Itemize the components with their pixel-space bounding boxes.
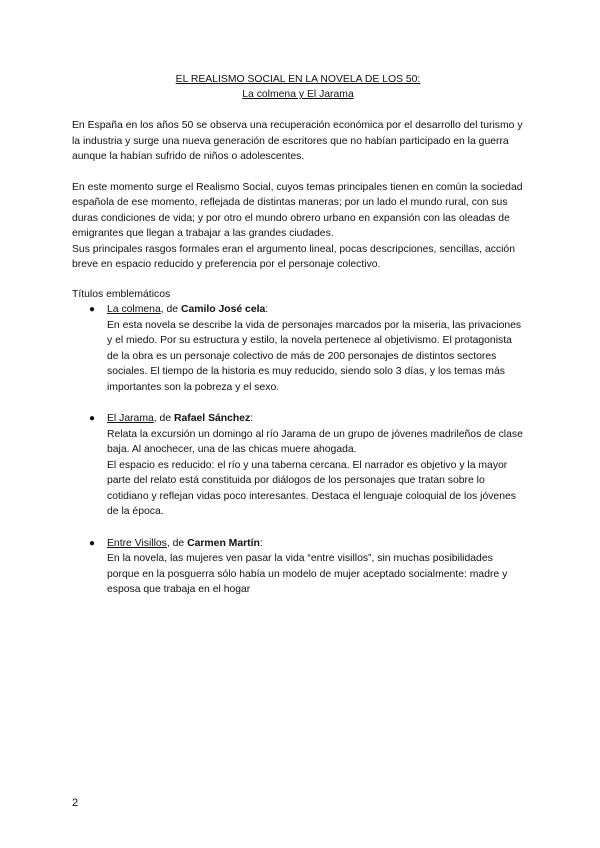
bullet-icon: ● — [89, 537, 96, 549]
work-separator: , de — [160, 304, 181, 315]
document-title — [72, 72, 524, 102]
list-heading: Títulos emblemáticos — [72, 288, 171, 300]
bullet-icon: ● — [89, 304, 96, 315]
work-colon: : — [265, 304, 269, 315]
work-description: En la novela, las mujeres ven pasar la vida “entre visillos”, sin muchas posibilidades porque en la posguerra sólo había un modelo de mujer aceptado socialmente: madre y esposa que trabaja en el hogar — [107, 553, 508, 595]
list-item-la-colmena — [72, 302, 524, 395]
work-title: Entre Visillos — [107, 537, 167, 549]
title-line-1: EL REALISMO SOCIAL EN LA NOVELA DE LOS 50: — [175, 74, 421, 85]
work-colon: : — [259, 537, 263, 549]
list-item-el-jarama — [72, 411, 524, 520]
bullet-icon: ● — [89, 413, 96, 424]
work-colon: : — [250, 413, 254, 424]
page-number: 2 — [72, 797, 79, 809]
work-author: Camilo José cela — [180, 304, 266, 315]
realismo-paragraph: En este momento surge el Realismo Social, cuyos temas principales tienen en común la sociedad española de ese momento, reflejada de distintas maneras; por un lado el mundo rural, con sus duras condiciones de vida; y por otro el mundo obrero urbano en expansión con las oleadas de emigrantes que llegan a trabajar a las grandes ciudades. — [72, 181, 523, 239]
document-page — [72, 72, 524, 598]
title-line-2: La colmena y El Jarama — [242, 89, 354, 100]
work-title: El Jarama — [107, 413, 154, 424]
work-description: En esta novela se describe la vida de personajes marcados por la miseria, las privaciones y el miedo. Por su estructura y estilo, la novela pertenece al objetivismo. El protagonista de la obra es un personaje colectivo de más de 200 personajes de distintos sectores sociales. El tiempo de la historia es muy reducido, siendo solo 3 días, y los temas más importantes son la pobreza y el sexo. — [107, 319, 522, 393]
work-description: El espacio es reducido: el río y una taberna cercana. El narrador es objetivo y la mayor parte del relato está constituida por diálogos de los personajes que tratan sobre lo cotidiano y reflejan vidas poco interesantes. Destaca el lenguaje coloquial de los jóvenes de la época. — [107, 459, 516, 517]
intro-paragraph: En España en los años 50 se observa una recuperación económica por el desarrollo del turismo y la industria y surge una nueva generación de escritores que no habían participado en la guerra aunque la habían sufrido de niños o adolescentes. — [72, 120, 523, 162]
rasgos-paragraph: Sus principales rasgos formales eran el argumento lineal, pocas descripciones, sencillas, acción breve en espacio reducido y preferencia por el personaje colectivo. — [72, 243, 515, 270]
work-title: La colmena — [107, 304, 161, 315]
works-list — [72, 302, 524, 598]
work-author: Rafael Sánchez — [174, 413, 251, 424]
work-description: Relata la excursión un domingo al río Jarama de un grupo de jóvenes madrileños de clase baja. Al anochecer, una de las chicas muere ahogada. — [107, 428, 523, 455]
work-author: Carmen Martín — [187, 537, 260, 549]
list-item-entre-visillos — [72, 536, 524, 598]
work-separator: , de — [166, 537, 188, 549]
work-separator: , de — [153, 413, 174, 424]
